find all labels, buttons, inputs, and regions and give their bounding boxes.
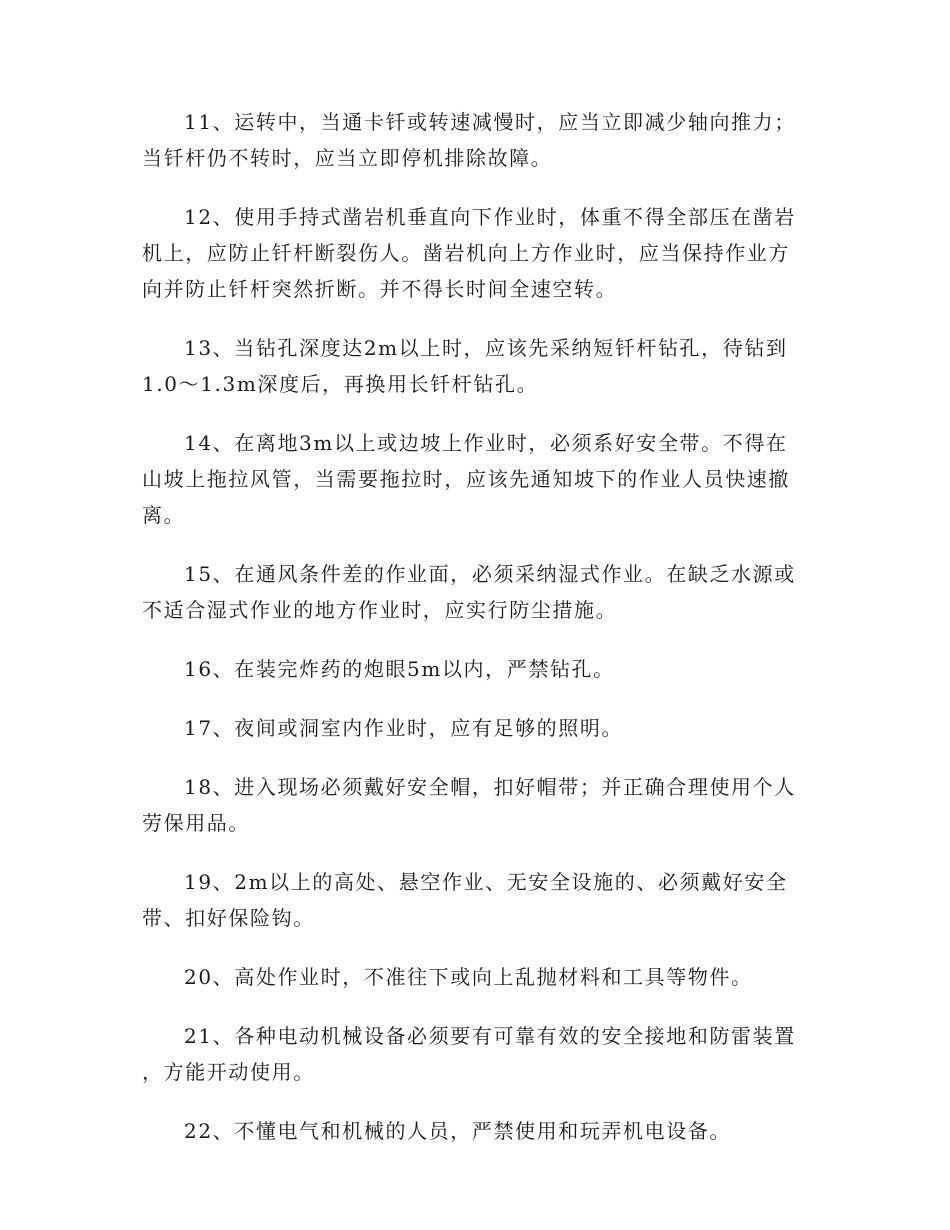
paragraph-item-19: 19、2m以上的高处、悬空作业、无安全设施的、必须戴好安全带、扣好保险钩。: [142, 870, 788, 930]
paragraph-item-16: 16、在装完炸药的炮眼5m以内，严禁钻孔。: [184, 657, 615, 681]
paragraph-item-14: 14、在离地3m以上或边坡上作业时，必须系好安全带。不得在山坡上拖拉风管，当需要拖拉时，应该先通知坡下的作业人员快速撤离。: [142, 431, 790, 527]
paragraph-item-13: 13、当钻孔深度达2m以上时，应该先采纳短钎杆钻孔，待钻到1.0～1.3m深度后，再换用长钎杆钻孔。: [142, 336, 788, 396]
paragraph-item-20: 20、高处作业时，不准往下或向上乱抛材料和工具等物件。: [184, 965, 753, 989]
paragraph-item-17: 17、夜间或洞室内作业时，应有足够的照明。: [184, 716, 624, 740]
paragraph-item-12: 12、使用手持式凿岩机垂直向下作业时，体重不得全部压在凿岩机上，应防止钎杆断裂伤人。凿岩机向上方作业时，应当保持作业方向并防止钎杆突然折断。并不得长时间全速空转。: [142, 205, 796, 301]
paragraph-item-22: 22、不懂电气和机械的人员，严禁使用和玩弄机电设备。: [184, 1119, 732, 1143]
paragraph-item-18: 18、进入现场必须戴好安全帽，扣好帽带；并正确合理使用个人劳保用品。: [142, 775, 796, 835]
paragraph-item-15: 15、在通风条件差的作业面，必须采纳湿式作业。在缺乏水源或不适合湿式作业的地方作业时，应实行防尘措施。: [142, 562, 796, 622]
paragraph-item-21: 21、各种电动机械设备必须要有可靠有效的安全接地和防雷装置，方能开动使用。: [142, 1024, 796, 1084]
paragraph-item-11: 11、运转中，当通卡钎或转速减慢时，应当立即减少轴向推力；当钎杆仍不转时，应当立即停机排除故障。: [142, 110, 796, 170]
